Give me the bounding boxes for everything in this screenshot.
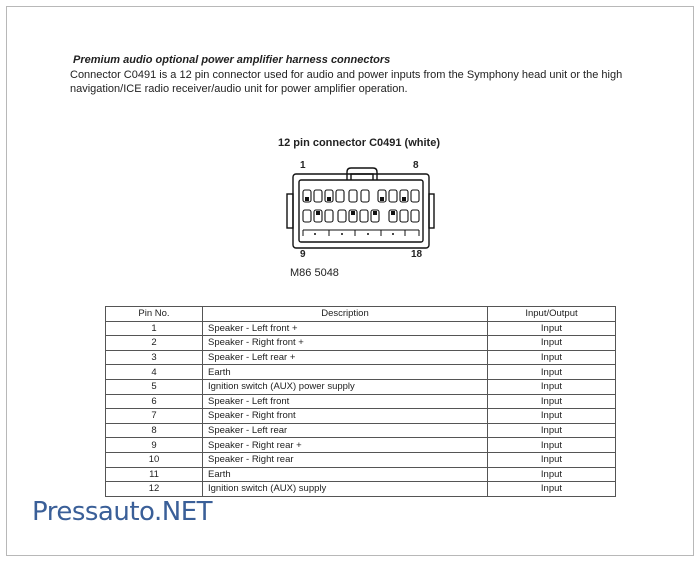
- pin-io: Input: [488, 379, 616, 394]
- pin-number: 3: [106, 350, 203, 365]
- pin-table: [105, 306, 616, 497]
- table-row: [106, 467, 616, 482]
- pin-io: Input: [488, 336, 616, 351]
- pin-description: Speaker - Left rear: [203, 423, 488, 438]
- pin-description: Speaker - Left front: [203, 394, 488, 409]
- left-latch: [287, 194, 293, 228]
- pin-number: 7: [106, 409, 203, 424]
- pin-number: 8: [106, 423, 203, 438]
- table-row: [106, 423, 616, 438]
- pin-description: Ignition switch (AUX) power supply: [203, 379, 488, 394]
- pin-number: 12: [106, 482, 203, 497]
- pin-label-top-left: 1: [300, 160, 306, 171]
- intro-paragraph: Connector C0491 is a 12 pin connector used for audio and power inputs from the Symphony head unit or the high navigation/ICE radio receiver/audio unit for power amplifier operation.: [70, 69, 623, 95]
- pin-io: Input: [488, 438, 616, 453]
- pin-io: Input: [488, 394, 616, 409]
- table-row: [106, 482, 616, 497]
- table-row: [106, 365, 616, 380]
- table-header-row: [106, 307, 616, 322]
- pin-number: 11: [106, 467, 203, 482]
- connector-title: 12 pin connector C0491 (white): [278, 137, 440, 149]
- pin-io: Input: [488, 467, 616, 482]
- header-description: Description: [203, 307, 488, 322]
- connector-housing: [293, 174, 429, 248]
- connector-diagram: [285, 150, 435, 250]
- pin-description: Speaker - Left front +: [203, 321, 488, 336]
- watermark-logo: Pressauto.NET: [32, 497, 213, 527]
- pin-description: Speaker - Left rear +: [203, 350, 488, 365]
- pin-io: Input: [488, 321, 616, 336]
- top-row-cavities: [303, 190, 419, 202]
- pin-number: 5: [106, 379, 203, 394]
- table-row: [106, 336, 616, 351]
- pin-description: Speaker - Right rear +: [203, 438, 488, 453]
- section-heading: Premium audio optional power amplifier harness connectors: [73, 54, 391, 66]
- table-row: [106, 394, 616, 409]
- rail-dots: [314, 233, 394, 235]
- table-row: [106, 379, 616, 394]
- table-row: [106, 438, 616, 453]
- pin-number: 4: [106, 365, 203, 380]
- pin-description: Earth: [203, 467, 488, 482]
- pin-io: Input: [488, 452, 616, 467]
- header-pin-no: Pin No.: [106, 307, 203, 322]
- table-row: [106, 350, 616, 365]
- bottom-rails: [303, 230, 419, 236]
- pin-io: Input: [488, 482, 616, 497]
- pin-io: Input: [488, 409, 616, 424]
- terminal-markers: [305, 197, 406, 215]
- pin-number: 1: [106, 321, 203, 336]
- table-row: [106, 321, 616, 336]
- pin-description: Earth: [203, 365, 488, 380]
- table-row: [106, 452, 616, 467]
- bottom-row-cavities: [303, 210, 419, 222]
- pin-number: 9: [106, 438, 203, 453]
- table-row: [106, 409, 616, 424]
- part-number: M86 5048: [290, 267, 339, 279]
- pin-number: 6: [106, 394, 203, 409]
- header-input-output: Input/Output: [488, 307, 616, 322]
- pin-description: Ignition switch (AUX) supply: [203, 482, 488, 497]
- pin-description: Speaker - Right front: [203, 409, 488, 424]
- right-latch: [429, 194, 434, 228]
- pin-number: 2: [106, 336, 203, 351]
- pin-label-top-right: 8: [413, 160, 419, 171]
- pin-label-bottom-left: 9: [300, 249, 306, 260]
- pin-io: Input: [488, 423, 616, 438]
- pin-io: Input: [488, 365, 616, 380]
- pin-number: 10: [106, 452, 203, 467]
- pin-io: Input: [488, 350, 616, 365]
- pin-description: Speaker - Right front +: [203, 336, 488, 351]
- pin-label-bottom-right: 18: [411, 249, 423, 260]
- pin-description: Speaker - Right rear: [203, 452, 488, 467]
